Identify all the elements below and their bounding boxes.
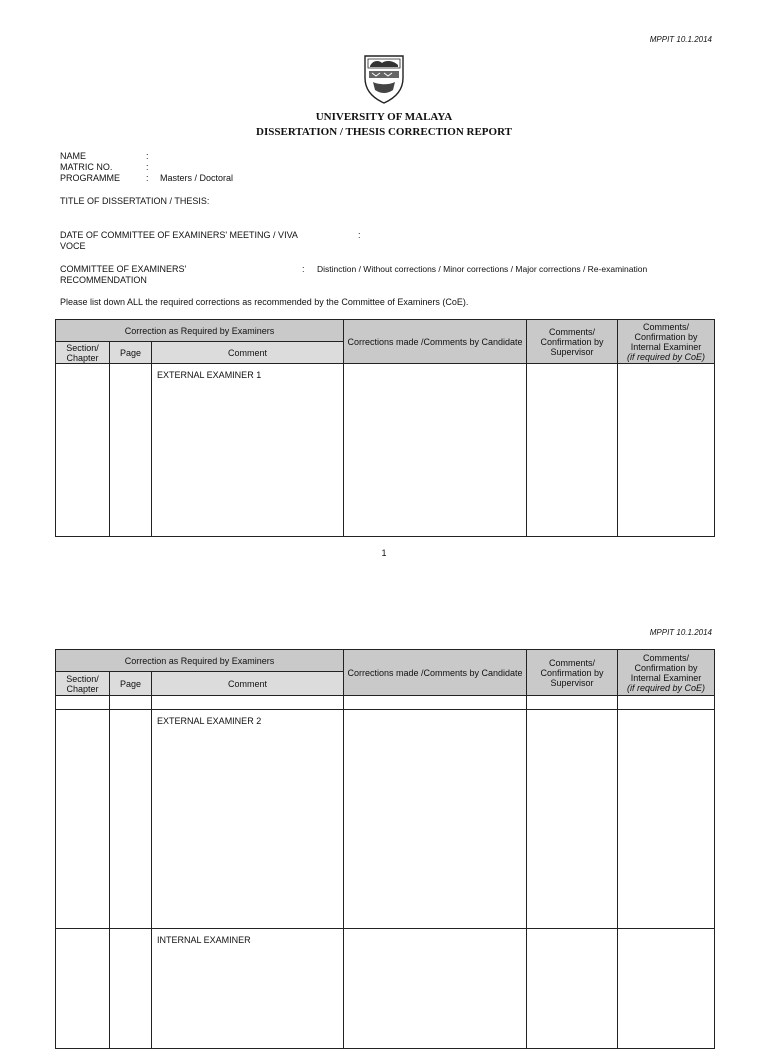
- internal-examiner-header: [618, 320, 715, 364]
- section-cell[interactable]: [56, 929, 110, 1049]
- page-header: Page: [110, 672, 152, 696]
- candidate-cell[interactable]: [344, 364, 527, 537]
- university-crest-icon: [363, 54, 405, 104]
- internal-examiner-label: INTERNAL EXAMINER: [157, 935, 251, 945]
- supervisor-header: Comments/ Confirmation by Supervisor: [527, 650, 618, 696]
- programme-colon: :: [146, 173, 149, 183]
- page-cell[interactable]: [110, 929, 152, 1049]
- spacer-cell[interactable]: [344, 696, 527, 710]
- spacer-cell[interactable]: [527, 696, 618, 710]
- thesis-title-label: TITLE OF DISSERTATION / THESIS:: [60, 196, 210, 206]
- meeting-date-label-line2: VOCE: [60, 241, 86, 251]
- matric-colon: :: [146, 162, 149, 172]
- supervisor-cell[interactable]: [527, 710, 618, 929]
- name-label: NAME: [60, 151, 87, 161]
- internal-examiner-header-text: Comments/ Confirmation by Internal Examiner: [630, 652, 702, 683]
- instruction-text: Please list down ALL the required corrections as recommended by the Committee of Examiners (CoE).: [60, 297, 469, 307]
- supervisor-header: Comments/ Confirmation by Supervisor: [527, 320, 618, 364]
- candidate-cell[interactable]: [344, 929, 527, 1049]
- page-number: 1: [381, 548, 387, 558]
- coe-recommendation-label-line1: COMMITTEE OF EXAMINERS': [60, 264, 187, 274]
- comment-cell[interactable]: [152, 929, 344, 1049]
- university-name: UNIVERSITY OF MALAYA: [315, 111, 453, 123]
- internal-examiner-cell[interactable]: [618, 929, 715, 1049]
- external-examiner-1-label: EXTERNAL EXAMINER 1: [157, 370, 262, 380]
- coe-recommendation-options: Distinction / Without corrections / Minor corrections / Major corrections / Re-examination: [317, 264, 648, 274]
- group-header: Correction as Required by Examiners: [56, 320, 344, 342]
- coe-recommendation-colon: :: [302, 264, 305, 274]
- page-cell[interactable]: [110, 364, 152, 537]
- spacer-cell[interactable]: [110, 696, 152, 710]
- candidate-cell[interactable]: [344, 710, 527, 929]
- internal-examiner-header-note: (if required by CoE): [627, 682, 706, 693]
- comment-cell[interactable]: [152, 364, 344, 537]
- correction-table-page2: [55, 649, 715, 1049]
- comment-cell[interactable]: [152, 710, 344, 929]
- spacer-cell[interactable]: [152, 696, 344, 710]
- section-cell[interactable]: [56, 710, 110, 929]
- candidate-header: Corrections made /Comments by Candidate: [344, 320, 527, 364]
- document-reference-page2: MPPIT 10.1.2014: [649, 628, 712, 637]
- internal-examiner-header-text: Comments/ Confirmation by Internal Examiner: [630, 321, 702, 352]
- candidate-header: Corrections made /Comments by Candidate: [344, 650, 527, 696]
- coe-recommendation-label-line2: RECOMMENDATION: [60, 275, 147, 285]
- matric-label: MATRIC NO.: [60, 162, 113, 172]
- section-chapter-header: Section/ Chapter: [56, 342, 110, 364]
- section-chapter-header: Section/ Chapter: [56, 672, 110, 696]
- comment-header: Comment: [152, 342, 344, 364]
- internal-examiner-header: [618, 650, 715, 696]
- programme-label: PROGRAMME: [60, 173, 121, 183]
- page-header: Page: [110, 342, 152, 364]
- correction-table-page1: [55, 319, 715, 537]
- section-cell[interactable]: [56, 364, 110, 537]
- internal-examiner-cell[interactable]: [618, 710, 715, 929]
- meeting-date-colon: :: [358, 230, 361, 240]
- group-header: Correction as Required by Examiners: [56, 650, 344, 672]
- report-title: DISSERTATION / THESIS CORRECTION REPORT: [256, 126, 512, 138]
- page-cell[interactable]: [110, 710, 152, 929]
- document-reference: MPPIT 10.1.2014: [649, 35, 712, 44]
- name-colon: :: [146, 151, 149, 161]
- supervisor-cell[interactable]: [527, 929, 618, 1049]
- meeting-date-label-line1: DATE OF COMMITTEE OF EXAMINERS' MEETING / VIVA: [60, 230, 298, 240]
- internal-examiner-header-note: (if required by CoE): [627, 351, 706, 362]
- spacer-cell[interactable]: [56, 696, 110, 710]
- supervisor-cell[interactable]: [527, 364, 618, 537]
- programme-value: Masters / Doctoral: [160, 173, 234, 183]
- internal-examiner-cell[interactable]: [618, 364, 715, 537]
- spacer-cell[interactable]: [618, 696, 715, 710]
- comment-header: Comment: [152, 672, 344, 696]
- external-examiner-2-label: EXTERNAL EXAMINER 2: [157, 716, 262, 726]
